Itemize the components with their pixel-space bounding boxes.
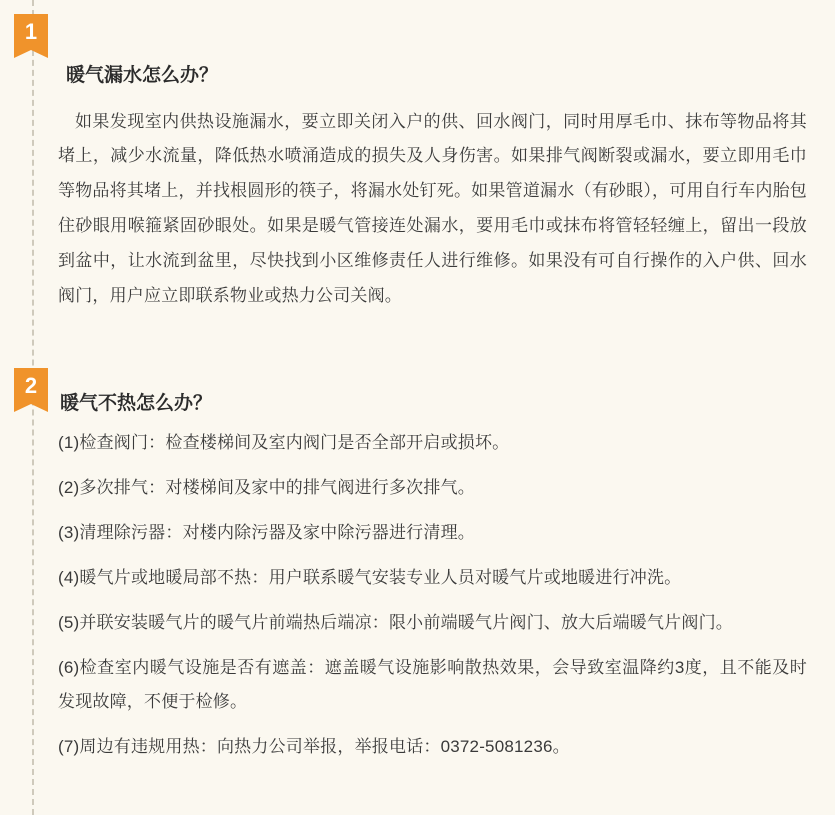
list-item: (1)检查阀门：检查楼梯间及室内阀门是否全部开启或损坏。 [58,433,510,453]
troubleshooting-list [58,426,807,764]
section-number-badge-2: 2 [14,368,48,404]
list-item: (6)检查室内暖气设施是否有遮盖：遮盖暖气设施影响散热效果，会导致室温降约3度，且不能及时发现故障，不便于检修。 [58,658,807,712]
list-item: (4)暖气片或地暖局部不热：用户联系暖气安装专业人员对暖气片或地暖进行冲洗。 [58,568,682,588]
list-item: (7)周边有违规用热：向热力公司举报，举报电话：0372-5081236。 [58,737,570,757]
section-paragraph-1: 如果发现室内供热设施漏水，要立即关闭入户的供、回水阀门，同时用厚毛巾、抹布等物品将其堵上，减少水流量，降低热水喷涌造成的损失及人身伤害。如果排气阀断裂或漏水，要立即用毛巾等物品将其堵上，并找根圆形的筷子，将漏水处钉死。如果管道漏水（有砂眼），可用自行车内胎包住砂眼用喉箍紧固砂眼处。如果是暖气管接连处漏水，要用毛巾或抹布将管轻轻缠上，留出一段放到盆中，让水流到盆里，尽快找到小区维修责任人进行维修。如果没有可自行操作的入户供、回水阀门，用户应立即联系物业或热力公司关阀。 [58,111,807,305]
section-heading-1: 暖气漏水怎么办？ [66,65,219,86]
section-number-badge-1: 1 [14,14,48,50]
section-no-heat [0,366,835,765]
list-item: (5)并联安装暖气片的暖气片前端热后端凉：限小前端暖气片阀门、放大后端暖气片阀门。 [58,613,733,633]
list-item: (2)多次排气：对楼梯间及家中的排气阀进行多次排气。 [58,478,475,498]
section-heading-2: 暖气不热怎么办？ [60,392,213,414]
section-leak [0,0,835,314]
list-item: (3)清理除污器：对楼内除污器及家中除污器进行清理。 [58,523,475,543]
